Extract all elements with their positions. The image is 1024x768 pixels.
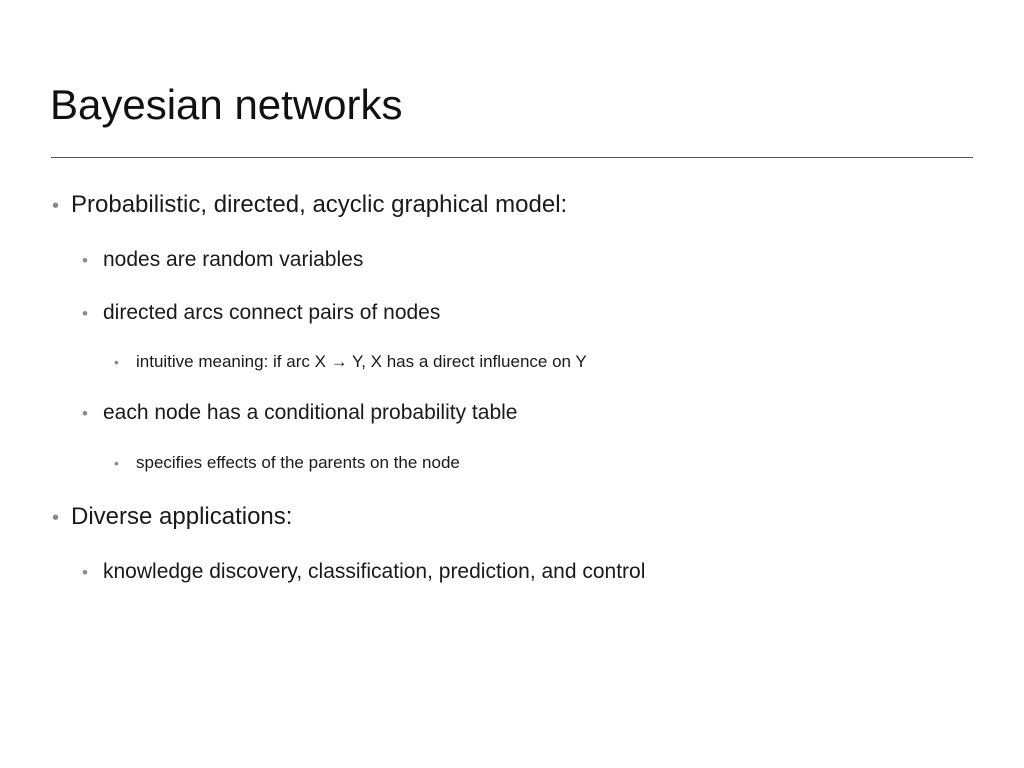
bullet-dot-icon: • [52,195,60,217]
bullet-text: nodes are random variables [103,248,364,271]
bullet-dot-icon: • [114,354,119,370]
bullet-level3-arc-meaning [114,353,587,370]
bullet-dot-icon: • [82,404,88,423]
bullet-text: intuitive meaning: if arc X → Y, X has a direct influence on Y [136,352,587,371]
bullet-dot-icon: • [82,563,88,582]
bullet-dot-icon: • [114,455,119,471]
bullet-level2-nodes [82,249,363,270]
bullet-level2-arcs [82,302,440,323]
bullet-dot-icon: • [82,251,88,270]
slide-title: Bayesian networks [50,81,403,128]
title-divider [51,157,973,158]
bullet-text: directed arcs connect pairs of nodes [103,301,441,324]
bullet-level2-cpt [82,402,517,423]
bullet-dot-icon: • [82,304,88,323]
bullet-text: Diverse applications: [71,503,293,530]
bullet-dot-icon: • [52,507,60,529]
bullet-level2-application-list [82,561,645,582]
bullet-level3-parent-effects [114,454,460,471]
bullet-level1-model [52,193,567,217]
bullet-text: knowledge discovery, classification, prediction, and control [103,560,646,583]
bullet-text: specifies effects of the parents on the node [136,453,460,472]
bullet-level1-applications [52,505,292,529]
bullet-text: Probabilistic, directed, acyclic graphical model: [71,191,568,218]
bullet-text: each node has a conditional probability table [103,401,518,424]
